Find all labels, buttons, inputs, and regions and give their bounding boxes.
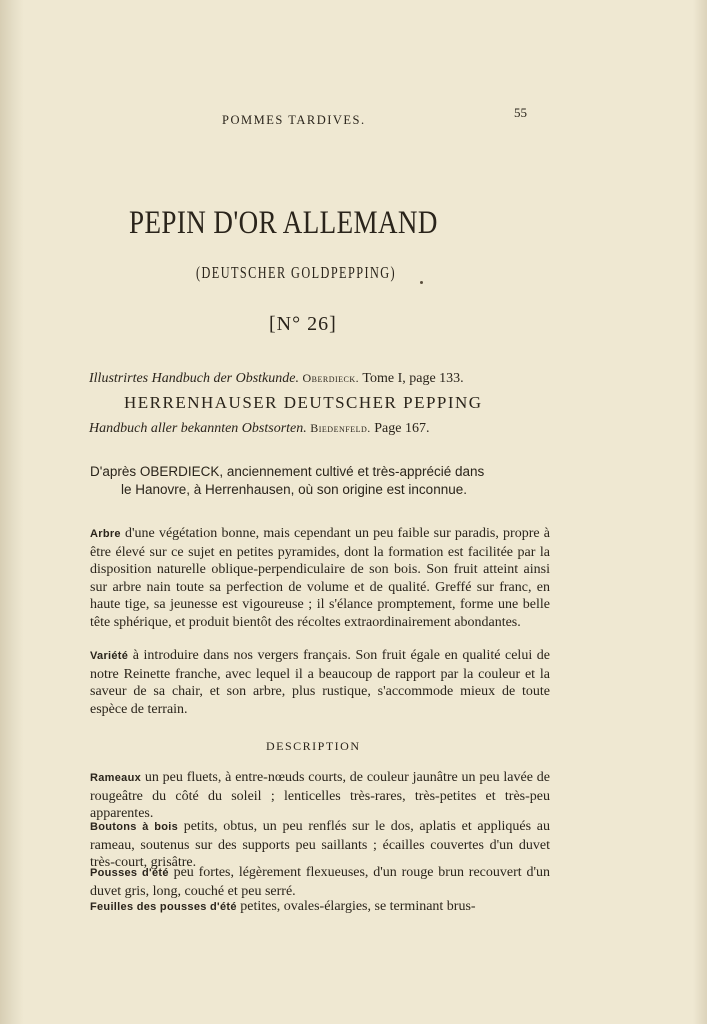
page-number: 55	[514, 105, 527, 120]
feuilles-text: petites, ovales-élargies, se terminant brus-	[236, 899, 476, 914]
page-gutter	[0, 0, 24, 1024]
pousses-text: peu fortes, légèrement flexueuses, d'un rouge brun recouvert d'un duvet gris, long, couché et peu serré.	[90, 865, 550, 899]
rameaux-lead: Rameaux	[90, 772, 142, 784]
arbre-lead: Arbre	[90, 528, 121, 540]
reference-2	[89, 421, 429, 437]
arbre-text: d'une végétation bonne, mais cependant un peu faible sur paradis, propre à être élevé sur ce sujet en petites pyramides, dont la formation est facilitée par la disposition naturelle oblique-perpendiculaire de son bois. Son fruit atteint ainsi sur arbre nain toute sa perfection de volume et de qualité. Greffé sur franc, en haute tige, sa jeunesse est vigoureuse ; il s'élance promptement, forme une belle tête sphérique, et produit bientôt des récoltes extraordinairement abondantes.	[90, 526, 550, 630]
synonym-heading: HERRENHAUSER DEUTSCHER PEPPING	[124, 393, 483, 412]
intro-line-2: le Hanovre, à Herrenhausen, où son origine est inconnue.	[121, 482, 467, 497]
book-page	[24, 0, 693, 1024]
ink-speck	[420, 281, 423, 284]
variete-text: à introduire dans nos vergers français. Son fruit égale en qualité celui de notre Reinette franche, avec lequel il a beaucoup de rapport par la couleur et la saveur de sa chair, et son arbre, plus rustique, s'accommode mieux de toute espèce de terrain.	[90, 648, 550, 717]
pousses-lead: Pousses d'été	[90, 867, 169, 879]
page-edge	[693, 0, 707, 1024]
reference-2-author: Biedenfeld.	[310, 421, 371, 435]
page-subtitle: (DEUTSCHER GOLDPEPPING)	[196, 263, 397, 282]
rameaux-text: un peu fluets, à entre-nœuds courts, de couleur jaunâtre un peu lavée de rougeâtre du côté du soleil ; lenticelles très-rares, très-petites et très-peu apparentes.	[90, 770, 550, 822]
boutons-lead: Boutons à bois	[90, 821, 179, 833]
intro-line-1: D'après OBERDIECK, anciennement cultivé et très-apprécié dans	[90, 464, 485, 479]
reference-1-work: Illustrirtes Handbuch der Obstkunde.	[89, 371, 299, 386]
paragraph-feuilles	[90, 898, 550, 917]
variety-number: [N° 26]	[269, 313, 337, 335]
feuilles-lead: Feuilles des pousses d'été	[90, 901, 237, 913]
paragraph-pousses	[90, 864, 550, 900]
page-title: PEPIN D'OR ALLEMAND	[129, 205, 438, 241]
reference-1-author: Oberdieck.	[302, 371, 360, 385]
boutons-text: petits, obtus, un peu renflés sur le dos, aplatis et appliqués au rameau, soutenus sur des supports peu saillants ; écailles couvertes d'un duvet très-court, grisâtre.	[90, 819, 550, 871]
paragraph-variete	[90, 647, 550, 718]
reference-2-page: Page 167.	[370, 421, 430, 436]
reference-1-page: Tome I, page 133.	[359, 371, 464, 386]
reference-2-work: Handbuch aller bekannten Obstsorten.	[89, 421, 307, 436]
running-head: POMMES TARDIVES.	[222, 113, 366, 127]
description-heading: DESCRIPTION	[266, 739, 361, 753]
reference-1	[89, 371, 464, 387]
variete-lead: Variété	[90, 650, 129, 662]
paragraph-rameaux	[90, 769, 550, 823]
paragraph-arbre	[90, 525, 550, 632]
